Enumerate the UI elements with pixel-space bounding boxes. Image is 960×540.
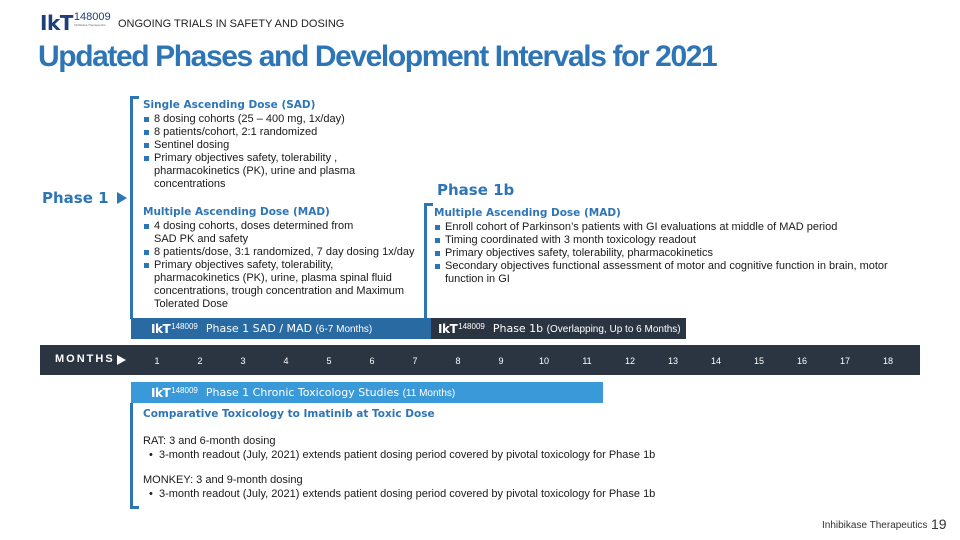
month-14: 14 bbox=[710, 356, 721, 366]
page-number: 19 bbox=[931, 516, 947, 532]
list-item: 8 dosing cohorts (25 – 400 mg, 1x/day) bbox=[143, 113, 418, 126]
tox-bar bbox=[131, 382, 603, 403]
tox-bracket bbox=[130, 403, 139, 509]
bar-logo-number: 148009 bbox=[171, 385, 198, 395]
month-8: 8 bbox=[455, 356, 461, 366]
monkey-title: MONKEY: 3 and 9-month dosing bbox=[143, 474, 303, 486]
rat-item bbox=[143, 449, 843, 461]
sad-heading: Single Ascending Dose (SAD) bbox=[143, 99, 316, 111]
month-13: 13 bbox=[667, 356, 678, 366]
month-12: 12 bbox=[624, 356, 635, 366]
tox-bar-duration: (11 Months) bbox=[402, 388, 456, 399]
list-item: 4 dosing cohorts, doses determined from SAD PK and safety bbox=[143, 220, 374, 246]
list-item: Timing coordinated with 3 month toxicology readout bbox=[434, 234, 904, 247]
phase1b-bar bbox=[431, 318, 686, 339]
page-title: Updated Phases and Development Intervals for 2021 bbox=[38, 40, 717, 73]
sad-section bbox=[143, 99, 418, 191]
month-9: 9 bbox=[498, 356, 504, 366]
rat-title: RAT: 3 and 6-month dosing bbox=[143, 435, 276, 447]
phase1-label: Phase 1 bbox=[42, 189, 109, 207]
month-17: 17 bbox=[839, 356, 850, 366]
bullet-icon: • bbox=[149, 449, 153, 461]
phase1-bracket bbox=[130, 96, 139, 319]
month-2: 2 bbox=[197, 356, 203, 366]
sad-mad-bar-duration: (6-7 Months) bbox=[315, 324, 373, 335]
month-3: 3 bbox=[240, 356, 246, 366]
list-item: 8 patients/dose, 3:1 randomized, 7 day dosing 1x/day bbox=[143, 246, 421, 259]
list-item: Primary objectives safety, tolerability , pharmacokinetics (PK), urine and plasma concentrations bbox=[143, 152, 379, 191]
bar-logo: IkT bbox=[438, 321, 458, 336]
phase1b-heading: Multiple Ascending Dose (MAD) bbox=[434, 207, 621, 219]
month-7: 7 bbox=[412, 356, 418, 366]
month-15: 15 bbox=[753, 356, 764, 366]
phase1b-label: Phase 1b bbox=[437, 181, 515, 199]
month-6: 6 bbox=[369, 356, 375, 366]
phase1b-bar-label: Phase 1b bbox=[492, 322, 544, 335]
month-4: 4 bbox=[283, 356, 289, 366]
sad-mad-bar-label: Phase 1 SAD / MAD bbox=[205, 322, 313, 335]
bar-logo-number: 148009 bbox=[458, 321, 485, 331]
list-item: Secondary objectives functional assessment of motor and cognitive function in brain, motor function in GI bbox=[434, 260, 905, 286]
months-timeline bbox=[40, 345, 920, 375]
phase1b-section bbox=[434, 207, 904, 286]
phase1-arrow-icon bbox=[117, 192, 127, 204]
bullet-icon: • bbox=[149, 488, 153, 500]
list-item: 8 patients/cohort, 2:1 randomized bbox=[143, 126, 418, 139]
tox-heading: Comparative Toxicology to Imatinib at Toxic Dose bbox=[143, 408, 435, 420]
month-16: 16 bbox=[796, 356, 807, 366]
phase1b-bracket bbox=[424, 203, 433, 318]
monkey-item-text: 3-month readout (July, 2021) extends patient dosing period covered by pivotal toxicology for Phase 1b bbox=[158, 488, 656, 500]
monkey-item bbox=[143, 488, 843, 500]
tox-bar-label: Phase 1 Chronic Toxicology Studies bbox=[205, 386, 400, 399]
month-11: 11 bbox=[582, 356, 592, 366]
phase1b-bar-duration: (Overlapping, Up to 6 Months) bbox=[546, 324, 681, 335]
list-item: Primary objectives safety, tolerability, pharmacokinetics bbox=[434, 247, 904, 260]
bar-logo: IkT bbox=[151, 385, 171, 400]
month-5: 5 bbox=[326, 356, 332, 366]
logo-mark: IkT bbox=[40, 11, 73, 35]
month-18: 18 bbox=[882, 356, 893, 366]
mad-heading: Multiple Ascending Dose (MAD) bbox=[143, 206, 330, 218]
company-logo bbox=[40, 12, 111, 34]
month-10: 10 bbox=[538, 356, 549, 366]
mad-section bbox=[143, 206, 421, 311]
months-label: MONTHS bbox=[55, 353, 115, 365]
rat-item-text: 3-month readout (July, 2021) extends patient dosing period covered by pivotal toxicology for Phase 1b bbox=[158, 449, 656, 461]
tox-section bbox=[143, 408, 843, 500]
list-item: Sentinel dosing bbox=[143, 139, 418, 152]
months-arrow-icon bbox=[117, 355, 126, 365]
month-1: 1 bbox=[154, 356, 160, 366]
sad-mad-bar bbox=[131, 318, 431, 339]
kicker: ONGOING TRIALS IN SAFETY AND DOSING bbox=[118, 18, 345, 30]
bar-logo: IkT bbox=[151, 321, 171, 336]
logo-number: 148009 bbox=[73, 11, 111, 23]
footer-company: Inhibikase Therapeutics bbox=[822, 520, 928, 531]
list-item: Primary objectives safety, tolerability, pharmacokinetics (PK), urine, plasma spinal fluid concentrations, trough concentration and Maximum Tolerated Dose bbox=[143, 259, 419, 311]
bar-logo-number: 148009 bbox=[171, 321, 198, 331]
list-item: Enroll cohort of Parkinson’s patients with GI evaluations at middle of MAD period bbox=[434, 221, 904, 234]
logo-subtext: Inhibikase Therapeutics bbox=[73, 23, 106, 27]
